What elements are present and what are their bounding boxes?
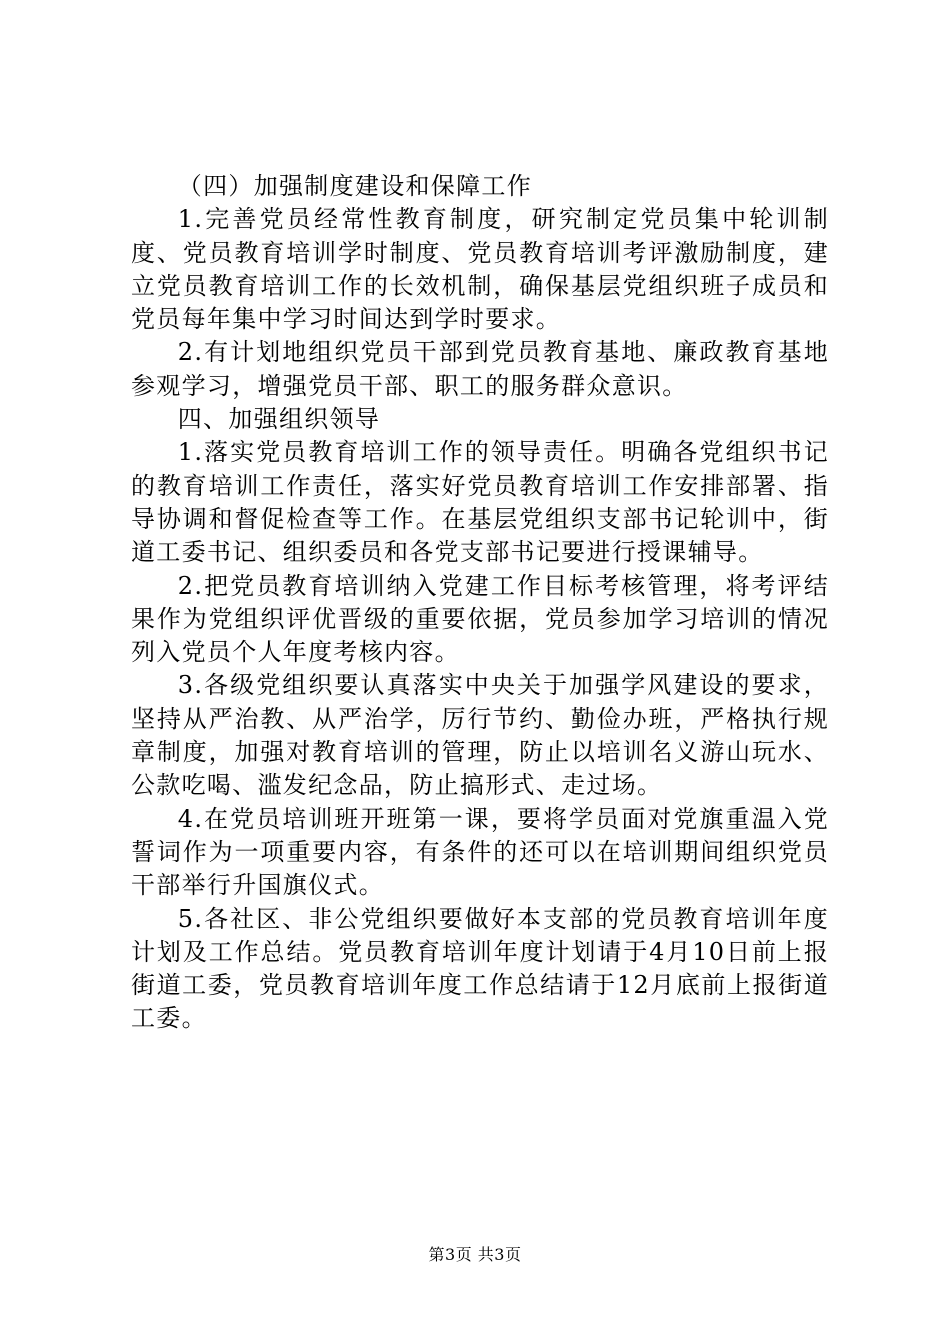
paragraph: 1.完善党员经常性教育制度，研究制定党员集中轮训制度、党员教育培训学时制度、党员教育培训考评激励制度，建立党员教育培训工作的长效机制，确保基层党组织班子成员和党员每年集中学习时间达到学时要求。: [131, 205, 829, 334]
paragraph: 1.落实党员教育培训工作的领导责任。明确各党组织书记的教育培训工作责任，落实好党员教育培训工作安排部署、指导协调和督促检查等工作。在基层党组织支部书记轮训中，街道工委书记、组织委员和各党支部书记要进行授课辅导。: [131, 438, 829, 567]
section-heading-4: （四）加强制度建设和保障工作: [177, 172, 532, 200]
paragraph: 4.在党员培训班开班第一课，要将学员面对党旗重温入党誓词作为一项重要内容，有条件的还可以在培训期间组织党员干部举行升国旗仪式。: [131, 804, 829, 900]
paragraph: 5.各社区、非公党组织要做好本支部的党员教育培训年度计划及工作总结。党员教育培训年度计划请于4月10日前上报街道工委，党员教育培训年度工作总结请于12月底前上报街道工委。: [131, 904, 829, 1033]
page-footer: 第3页 共3页: [428, 1245, 522, 1264]
paragraph: 3.各级党组织要认真落实中央关于加强学风建设的要求，坚持从严治教、从严治学，厉行节约、勤俭办班，严格执行规章制度，加强对教育培训的管理，防止以培训名义游山玩水、公款吃喝、滥发纪念品，防止搞形式、走过场。: [131, 671, 829, 800]
paragraph: 2.有计划地组织党员干部到党员教育基地、廉政教育基地参观学习，增强党员干部、职工的服务群众意识。: [131, 338, 829, 400]
paragraph: 2.把党员教育培训纳入党建工作目标考核管理，将考评结果作为党组织评优晋级的重要依据，党员参加学习培训的情况列入党员个人年度考核内容。: [131, 571, 829, 667]
section-heading-leadership: 四、加强组织领导: [177, 405, 381, 434]
document-body: [131, 170, 829, 1036]
